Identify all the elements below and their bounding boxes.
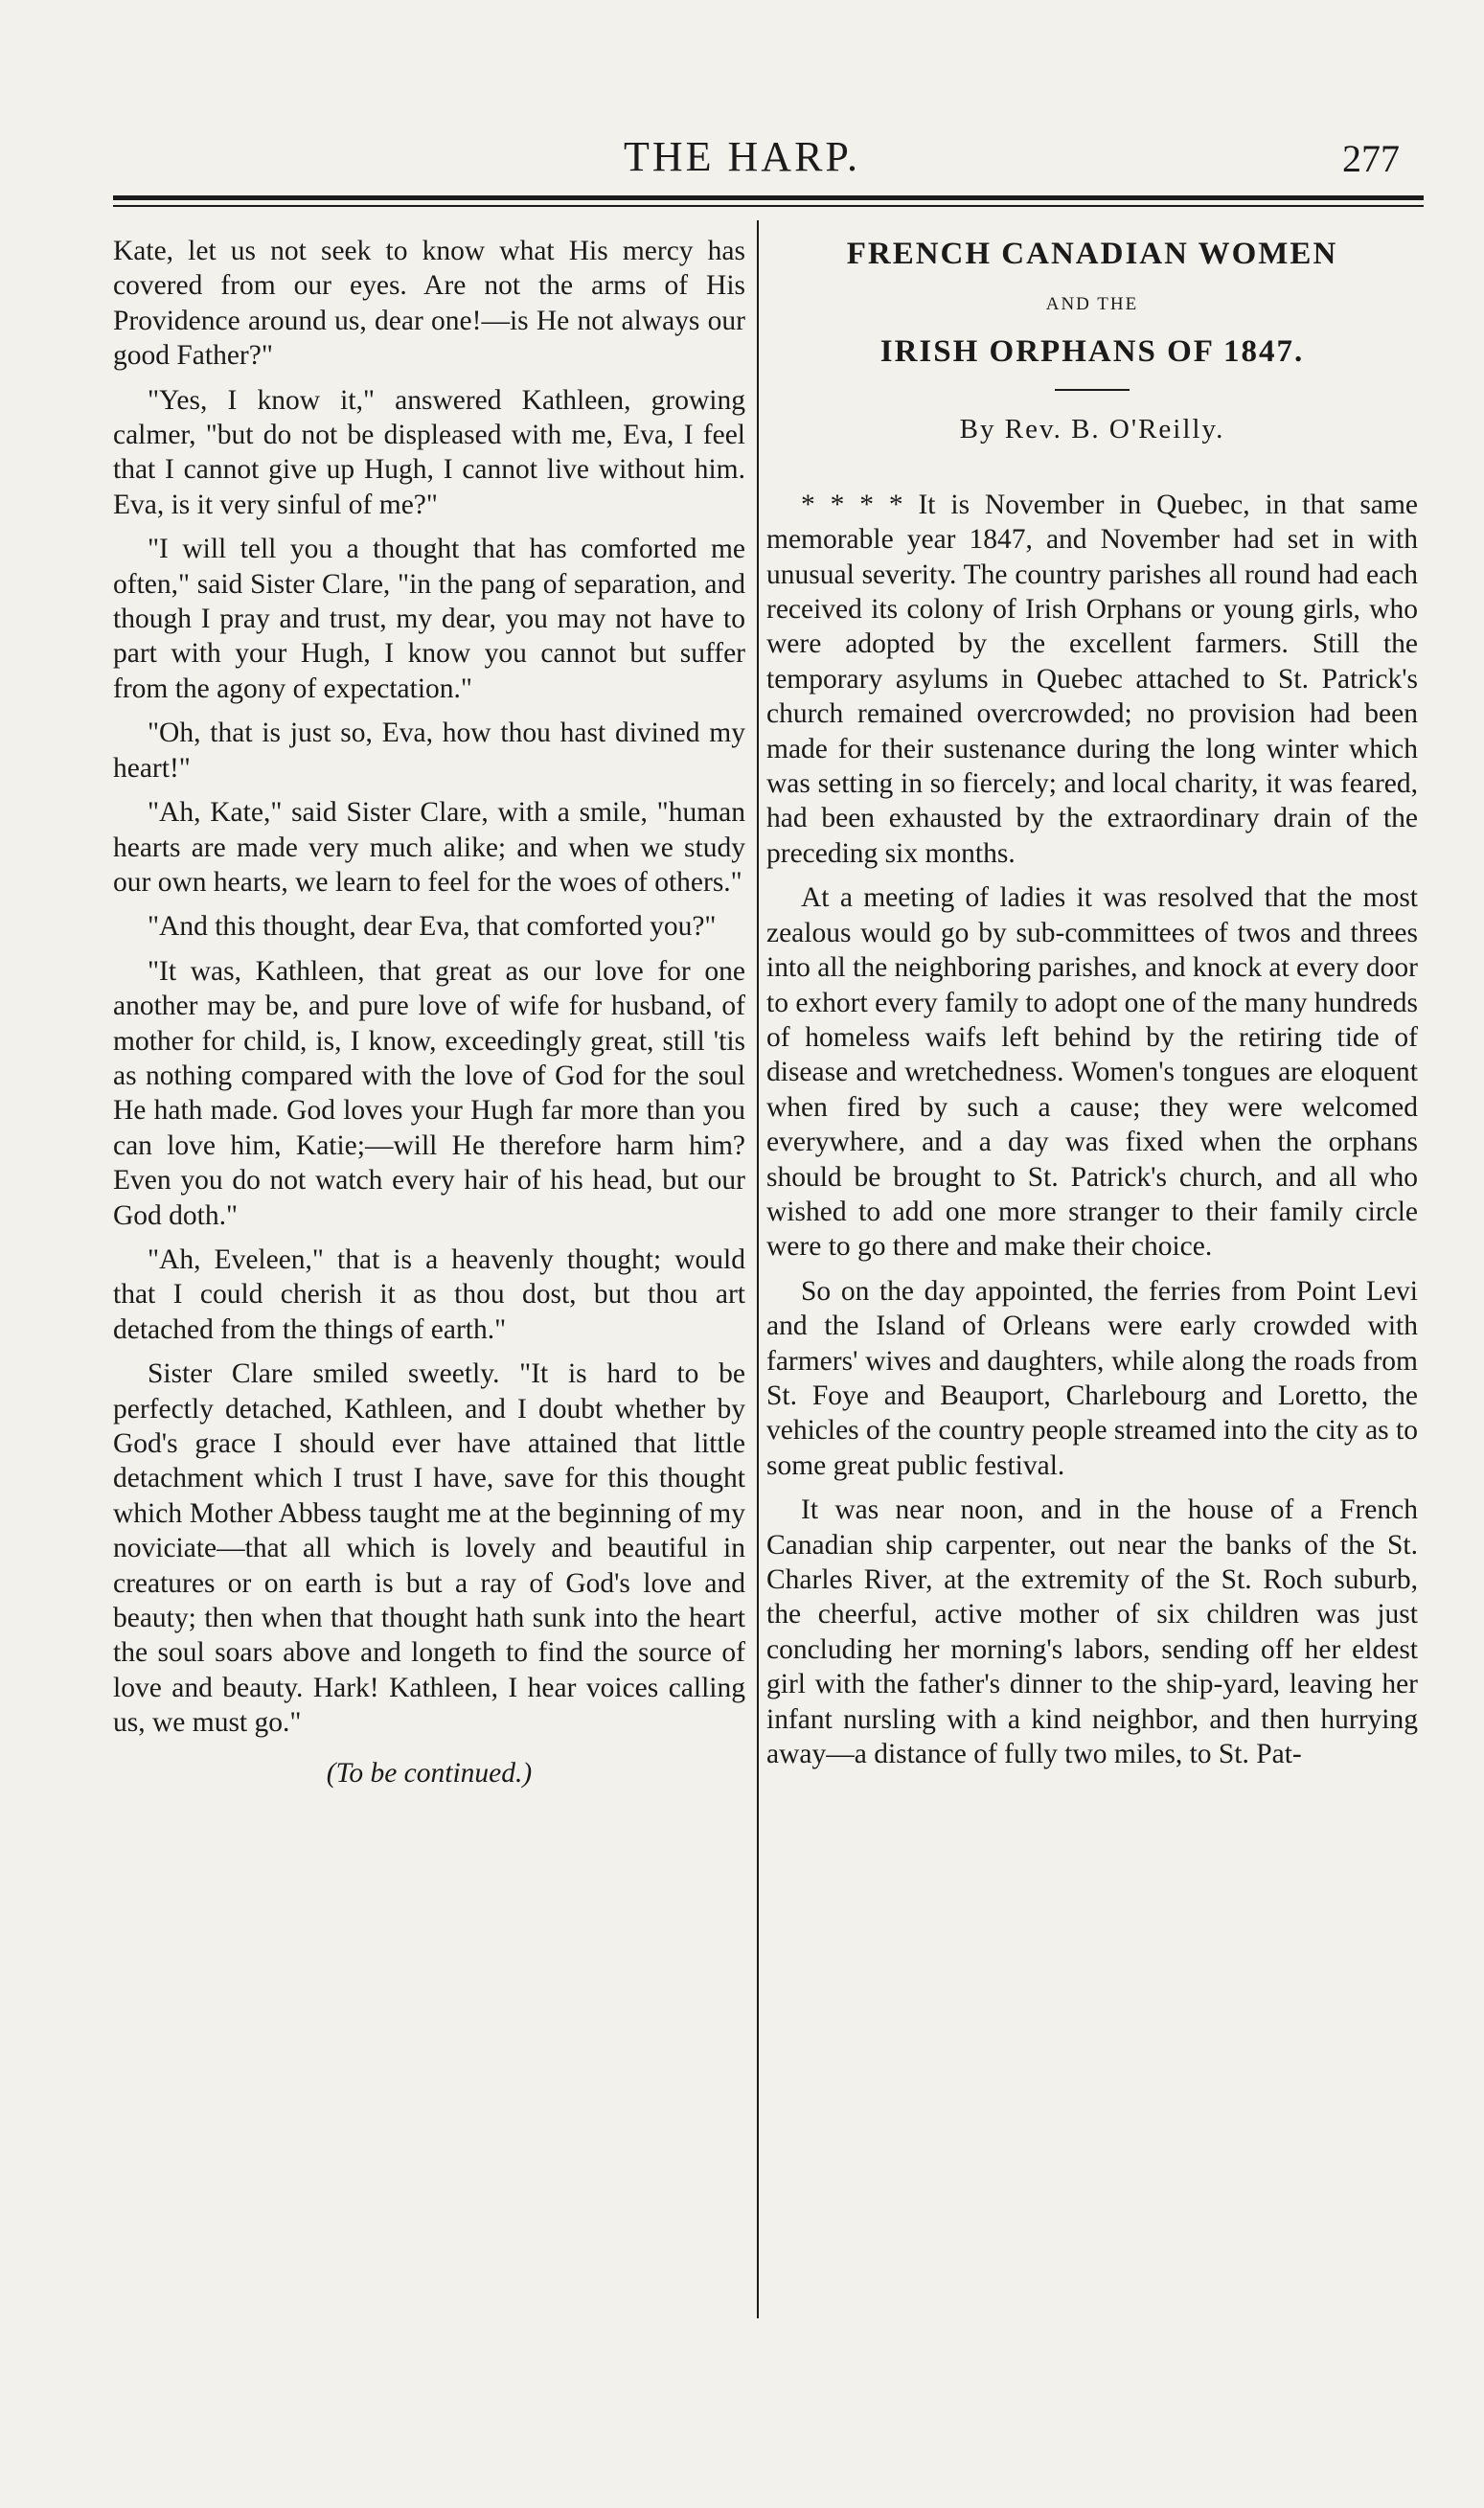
article-title-line2: IRISH ORPHANS OF 1847. bbox=[879, 334, 1305, 370]
article-title-and: AND THE bbox=[1045, 294, 1139, 314]
header-rule-thin bbox=[113, 205, 1424, 207]
left-paragraph: "Oh, that is just so, Eva, how thou hast divined my heart!" bbox=[113, 718, 745, 784]
article-title-line1: FRENCH CANADIAN WOMEN bbox=[846, 237, 1338, 271]
left-paragraph: "Ah, Kate," said Sister Clare, with a smile, "human hearts are made very much alike; and when we study our own hearts, we learn to feel for the woes of others." bbox=[113, 797, 745, 898]
left-paragraph: "And this thought, dear Eva, that comforted you?" bbox=[148, 911, 717, 943]
left-paragraph: "Yes, I know it," answered Kathleen, growing calmer, "but do not be displeased with me, Eva, I feel that I cannot give up Hugh, I cannot live without him. Eva, is it very sinful of me?" bbox=[113, 384, 745, 520]
right-paragraph: * * * * It is November in Quebec, in that same memorable year 1847, and November had set in with unusual severity. The country parishes all round had each received its colony of Irish Orphans or young girls, who were adopted by the excellent farmers. Still the temporary asylums in Quebec attached to St. Patrick's church remained overcrowded; no provision had been made for their sustenance during the long winter which was setting in so fiercely; and local charity, it was feared, had been exhausted by the extraordinary drain of the preceding six months. bbox=[766, 489, 1418, 869]
right-paragraph: At a meeting of ladies it was resolved that the most zealous would go by sub-committees of twos and threes into all the neighboring parishes, and knock at every door to exhort every family to adopt one of the many hundreds of homeless waifs left behind by the retiring tide of disease and wretchedness. Women's tongues are eloquent when fired by such a cause; they were welcomed everywhere, and a day was fixed when the orphans should be brought to St. Patrick's church, and all who wished to add one more stranger to their family circle were to go there and make their choice. bbox=[766, 882, 1418, 1263]
title-rule bbox=[1055, 389, 1130, 391]
right-paragraph: So on the day appointed, the ferries from Point Levi and the Island of Orleans were early crowded with farmers' wives and daughters, while along the roads from St. Foye and Beauport, Charlebourg and Loretto, the vehicles of the country people streamed into the city as to some great public festival. bbox=[766, 1275, 1418, 1481]
to-be-continued: (To be continued.) bbox=[326, 1757, 533, 1789]
left-paragraph: Sister Clare smiled sweetly. "It is hard to be perfectly detached, Kathleen, and I doubt whether by God's grace I should ever have attained that little detachment which I trust I have, save for this thought which Mother Abbess taught me at the beginning of my noviciate—that all which is lovely and beautiful in creatures or on earth is but a ray of God's love and beauty; then when that thought hath sunk into the heart the soul soars above and longeth to find the source of love and beauty. Hark! Kathleen, I hear voices calling us, we must go." bbox=[113, 1358, 745, 1739]
column-divider bbox=[757, 220, 759, 2318]
byline: By Rev. B. O'Reilly. bbox=[959, 414, 1225, 445]
running-title: THE HARP. bbox=[623, 133, 861, 180]
left-paragraph: "I will tell you a thought that has comforted me often," said Sister Clare, "in the pang of separation, and though I pray and trust, my dear, you may not have to part with your Hugh, I know you cannot but suffer from the agony of expectation." bbox=[113, 534, 745, 704]
right-paragraph: It was near noon, and in the house of a French Canadian ship carpenter, out near the banks of the St. Charles River, at the extremity of the St. Roch suburb, the cheerful, active mother of six children was just concluding her morning's labors, sending off her eldest girl with the father's dinner to the ship-yard, leaving her infant nursling with a kind neighbor, and then hurrying away—a distance of fully two miles, to St. Pat- bbox=[766, 1494, 1418, 1770]
left-paragraph: Kate, let us not seek to know what His mercy has covered from our eyes. Are not the arms of His Providence around us, dear one!—is He not always our good Father?" bbox=[113, 236, 745, 372]
left-column bbox=[113, 234, 745, 1790]
left-paragraph: "Ah, Eveleen," that is a heavenly thought; would that I could cherish it as thou dost, but thou art detached from the things of earth." bbox=[113, 1243, 745, 1345]
header-rule-thick bbox=[113, 195, 1424, 200]
left-paragraph: "It was, Kathleen, that great as our love for one another may be, and pure love of wife for husband, of mother for child, is, I know, exceedingly great, still 'tis as nothing compared with the love of God for the soul He hath made. God loves your Hugh far more than you can love him, Katie;—will He therefore harm him? Even you do not watch every hair of his head, but our God doth." bbox=[113, 955, 745, 1231]
right-column bbox=[766, 234, 1418, 1781]
page-number: 277 bbox=[1342, 137, 1400, 180]
